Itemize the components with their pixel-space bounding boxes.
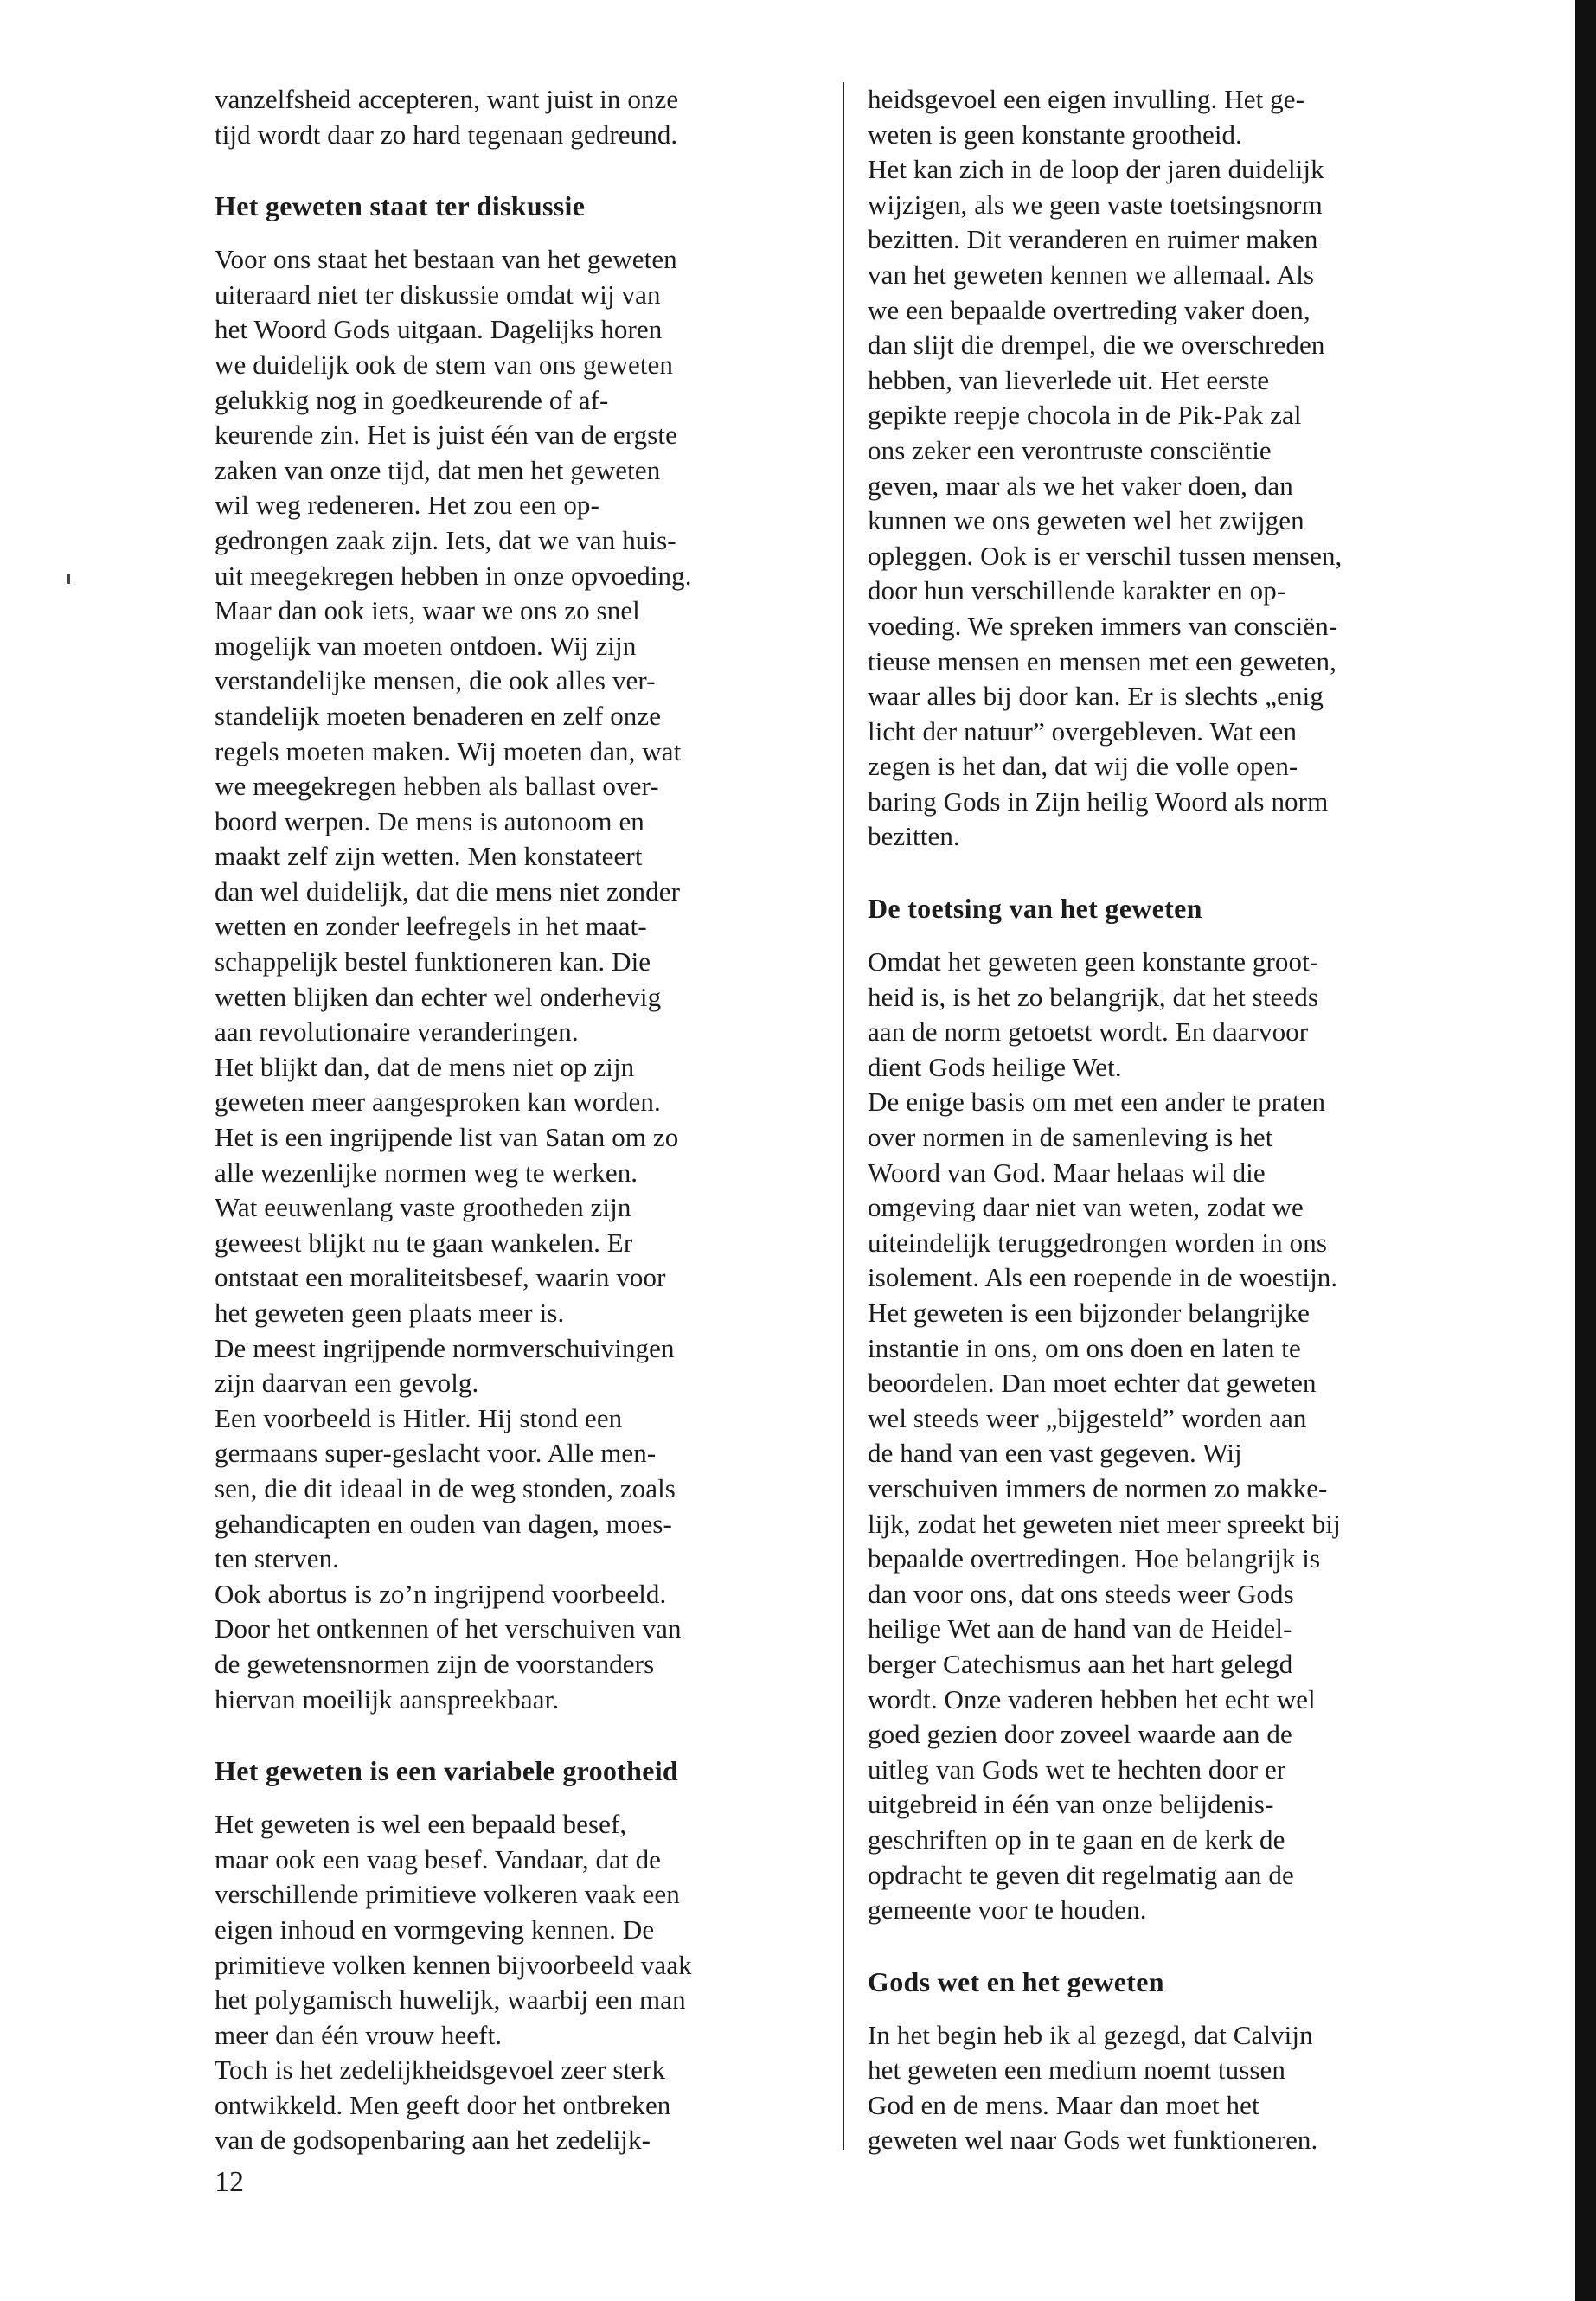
text-line: we duidelijk ook de stem van ons geweten [215, 349, 674, 380]
text-line: gehandicapten en ouden van dagen, moes- [215, 1508, 672, 1539]
text-line: God en de mens. Maar dan moet het [868, 2089, 1259, 2120]
text-line: Woord van God. Maar helaas wil die [868, 1157, 1266, 1188]
text-line: boord werpen. De mens is autonoom en [215, 805, 644, 836]
text-line: uit meegekregen hebben in onze opvoeding. [215, 560, 692, 591]
text-line: primitieve volken kennen bijvoorbeeld vaak [215, 1949, 692, 1980]
scan-edge-bar [1575, 0, 1596, 2301]
text-line: Voor ons staat het bestaan van het geweten [215, 244, 677, 275]
right-column [868, 82, 1465, 2158]
text-line: ontstaat een moraliteitsbesef, waarin voor [215, 1262, 666, 1293]
text-line: lijk, zodat het geweten niet meer spreekt bij [868, 1508, 1341, 1539]
text-line: De enige basis om met een ander te praten [868, 1086, 1326, 1118]
text-line: gemeente voor te houden. [868, 1894, 1147, 1926]
text-line: Het geweten is een bijzonder belangrijke [868, 1298, 1310, 1328]
section-heading-variabele-grootheid: Het geweten is een variabele grootheid [215, 1755, 679, 1787]
text-line: gepikte reepje chocola in de Pik-Pak zal [868, 400, 1302, 431]
text-line: uitleg van Gods wet te hechten door er [868, 1753, 1286, 1785]
text-line: gelukkig nog in goedkeurende of af- [215, 384, 609, 415]
left-column [215, 82, 829, 2158]
text-line: Door het ontkennen of het verschuiven van [215, 1613, 682, 1644]
text-line: dan slijt die drempel, die we overschreden [868, 330, 1325, 361]
text-line: keurende zin. Het is juist één van de ergste [215, 420, 677, 451]
text-line: voeding. We spreken immers van consciën- [868, 610, 1338, 641]
text-line: Omdat het geweten geen konstante groot- [868, 946, 1319, 977]
section-heading-toetsing: De toetsing van het geweten [868, 893, 1202, 925]
text-line: wetten en zonder leefregels in het maat- [215, 911, 647, 942]
column-divider [843, 82, 844, 2150]
text-line: heilige Wet aan de hand van de Heidel- [868, 1613, 1292, 1644]
page-number: 12 [215, 2166, 244, 2198]
text-line: verschuiven immers de normen zo makke- [868, 1472, 1328, 1503]
text-line: berger Catechismus aan het hart gelegd [868, 1648, 1293, 1679]
text-line: vanzelfsheid accepteren, want juist in onze [215, 84, 679, 114]
text-line: germaans super-geslacht voor. Alle men- [215, 1438, 657, 1469]
text-line: Maar dan ook iets, waar we ons zo snel [215, 595, 640, 626]
section-heading-gods-wet: Gods wet en het geweten [868, 1965, 1164, 1997]
text-line: omgeving daar niet van weten, zodat we [868, 1192, 1304, 1223]
text-line: goed gezien door zoveel waarde aan de [868, 1719, 1292, 1750]
text-line: aan de norm getoetst wordt. En daarvoor [868, 1016, 1309, 1048]
text-line: hebben, van lieverlede uit. Het eerste [868, 364, 1270, 395]
text-line: zaken van onze tijd, dat men het geweten [215, 454, 661, 485]
text-line: van het geweten kennen we allemaal. Als [868, 259, 1315, 290]
text-line: alle wezenlijke normen weg te werken. [215, 1157, 638, 1188]
text-line: uiteindelijk teruggedrongen worden in ons [868, 1227, 1327, 1258]
text-line: verstandelijke mensen, die ook alles ver- [215, 665, 656, 696]
text-line: we een bepaalde overtreding vaker doen, [868, 294, 1311, 325]
text-line: wel steeds weer „bijgesteld” worden aan [868, 1402, 1307, 1433]
text-line: In het begin heb ik al gezegd, dat Calvijn [868, 2019, 1313, 2050]
text-line: kunnen we ons geweten wel het zwijgen [868, 505, 1304, 536]
text-line: gedrongen zaak zijn. Iets, dat we van huis- [215, 524, 676, 555]
text-line: Het blijkt dan, dat de mens niet op zijn [215, 1051, 635, 1082]
text-line: ten sterven. [215, 1543, 340, 1574]
text-line: we meegekregen hebben als ballast over- [215, 771, 659, 802]
text-line: maakt zelf zijn wetten. Men konstateert [215, 841, 643, 872]
text-line: Ook abortus is zo’n ingrijpend voorbeeld. [215, 1578, 667, 1609]
text-line: waar alles bij door kan. Er is slechts „enig [868, 681, 1324, 712]
text-line: het geweten geen plaats meer is. [215, 1298, 565, 1328]
scan-speck [67, 574, 70, 584]
text-line: De meest ingrijpende normverschuivingen [215, 1332, 675, 1363]
text-line: bepaalde overtredingen. Hoe belangrijk is [868, 1543, 1321, 1574]
text-line: zegen is het dan, dat wij die volle open- [868, 751, 1298, 782]
text-line: meer dan één vrouw heeft. [215, 2019, 503, 2050]
section-gods-wet-body [868, 2018, 1465, 2158]
text-line: geweten meer aangesproken kan worden. [215, 1086, 661, 1118]
text-line: wijzigen, als we geen vaste toetsingsnorm [868, 189, 1323, 220]
text-line: weten is geen konstante grootheid. [868, 119, 1242, 150]
text-line: tieuse mensen en mensen met een geweten, [868, 645, 1336, 676]
text-line: heidsgevoel een eigen invulling. Het ge- [868, 84, 1305, 114]
left-intro-paragraph [215, 82, 829, 152]
text-line: licht der natuur” overgebleven. Wat een [868, 715, 1298, 747]
text-line: maar ook een vaag besef. Vandaar, dat de [215, 1843, 662, 1875]
section-heading-diskussie: Het geweten staat ter diskussie [215, 190, 586, 222]
section-toetsing-body [868, 945, 1465, 1928]
section-diskussie-body [215, 242, 829, 1717]
text-line: wordt. Onze vaderen hebben het echt wel [868, 1683, 1316, 1715]
text-line: standelijk moeten benaderen en zelf onze [215, 700, 662, 731]
text-line: geven, maar als we het vaker doen, dan [868, 470, 1293, 501]
text-line: geweest blijkt nu te gaan wankelen. Er [215, 1227, 633, 1258]
text-line: dan wel duidelijk, dat die mens niet zonder [215, 875, 681, 907]
text-line: de hand van een vast gegeven. Wij [868, 1438, 1242, 1469]
text-line: Een voorbeeld is Hitler. Hij stond een [215, 1402, 623, 1433]
text-line: ontwikkeld. Men geeft door het ontbreken [215, 2089, 671, 2120]
text-line: Het geweten is wel een bepaald besef, [215, 1809, 627, 1840]
text-line: Het kan zich in de loop der jaren duidelijk [868, 154, 1324, 185]
text-line: zijn daarvan een gevolg. [215, 1368, 479, 1399]
text-line: isolement. Als een roepende in de woestijn. [868, 1262, 1338, 1293]
text-line: baring Gods in Zijn heilig Woord als norm [868, 785, 1329, 817]
text-line: uiteraard niet ter diskussie omdat wij van [215, 279, 661, 310]
text-line: ons zeker een verontruste consciëntie [868, 434, 1272, 465]
text-line: bezitten. Dit veranderen en ruimer maken [868, 224, 1318, 255]
text-line: geweten wel naar Gods wet funktioneren. [868, 2125, 1318, 2156]
text-line: schappelijk bestel funktioneren kan. Die [215, 946, 651, 977]
text-line: eigen inhoud en vormgeving kennen. De [215, 1913, 655, 1945]
section-variabele-grootheid-body [215, 1807, 829, 2158]
text-line: aan revolutionaire veranderingen. [215, 1016, 579, 1048]
text-line: het Woord Gods uitgaan. Dagelijks horen [215, 314, 663, 345]
text-line: de gewetensnormen zijn de voorstanders [215, 1648, 655, 1679]
text-line: het polygamisch huwelijk, waarbij een man [215, 1984, 686, 2016]
text-line: hiervan moeilijk aanspreekbaar. [215, 1683, 560, 1715]
text-line: door hun verschillende karakter en op- [868, 575, 1286, 606]
text-line: opleggen. Ook is er verschil tussen mensen, [868, 540, 1343, 571]
text-line: over normen in de samenleving is het [868, 1122, 1273, 1153]
text-line: beoordelen. Dan moet echter dat geweten [868, 1368, 1317, 1399]
text-line: dient Gods heilige Wet. [868, 1051, 1122, 1082]
text-line: dan voor ons, dat ons steeds weer Gods [868, 1578, 1294, 1609]
text-line: het geweten een medium noemt tussen [868, 2054, 1286, 2086]
text-line: geschriften op in te gaan en de kerk de [868, 1823, 1285, 1855]
text-line: regels moeten maken. Wij moeten dan, wat [215, 735, 682, 766]
text-line: tijd wordt daar zo hard tegenaan gedreund. [215, 119, 678, 150]
text-line: bezitten. [868, 821, 960, 852]
text-line: wil weg redeneren. Het zou een op- [215, 490, 599, 521]
text-line: opdracht te geven dit regelmatig aan de [868, 1859, 1294, 1890]
right-intro-paragraph [868, 82, 1465, 855]
text-line: verschillende primitieve volkeren vaak een [215, 1879, 680, 1910]
text-line: wetten blijken dan echter wel onderhevig [215, 981, 662, 1012]
text-line: mogelijk van moeten ontdoen. Wij zijn [215, 630, 637, 661]
text-line: heid is, is het zo belangrijk, dat het steeds [868, 981, 1319, 1012]
text-line: Toch is het zedelijkheidsgevoel zeer sterk [215, 2054, 666, 2086]
text-line: uitgebreid in één van onze belijdenis- [868, 1789, 1274, 1820]
text-line: sen, die dit ideaal in de weg stonden, zoals [215, 1472, 676, 1503]
text-line: van de godsopenbaring aan het zedelijk- [215, 2125, 651, 2156]
text-line: Het is een ingrijpende list van Satan om zo [215, 1122, 679, 1153]
text-line: Wat eeuwenlang vaste grootheden zijn [215, 1192, 631, 1223]
text-line: instantie in ons, om ons doen en laten te [868, 1332, 1301, 1363]
